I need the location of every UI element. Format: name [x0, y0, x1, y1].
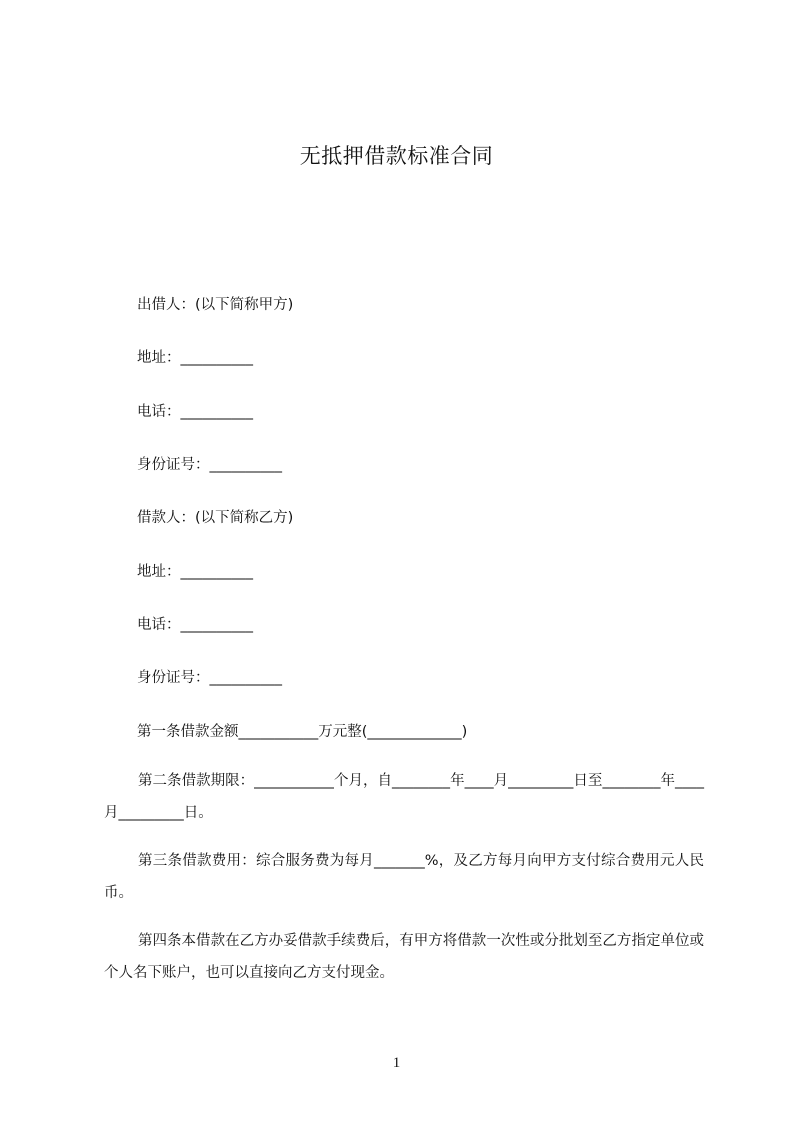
article-1-amount: 第一条借款金额___________万元整(_____________) [137, 724, 468, 740]
borrower-address: 地址：__________ [137, 564, 253, 580]
lender-id-number: 身份证号：__________ [137, 457, 282, 473]
article-2-term: 第二条借款期限：___________个月，自________年____月_________日至________年____月_________日。 [104, 773, 704, 821]
article-4-disbursement: 第四条本借款在乙方办妥借款手续费后，有甲方将借款一次性或分批划至乙方指定单位或个人名下账户，也可以直接向乙方支付现金。 [104, 933, 704, 981]
borrower-heading: 借款人：(以下简称乙方) [137, 510, 294, 526]
lender-phone: 电话：__________ [137, 404, 253, 420]
borrower-id-number: 身份证号：__________ [137, 670, 282, 686]
lender-address: 地址：__________ [137, 350, 253, 366]
document-title: 无抵押借款标准合同 [299, 144, 494, 168]
lender-heading: 出借人：(以下简称甲方) [137, 297, 294, 313]
page-number: 1 [392, 1055, 401, 1071]
borrower-phone: 电话：__________ [137, 617, 253, 633]
article-3-fees: 第三条借款费用：综合服务费为每月_______%，及乙方每月向甲方支付综合费用元人民币。 [104, 853, 704, 901]
